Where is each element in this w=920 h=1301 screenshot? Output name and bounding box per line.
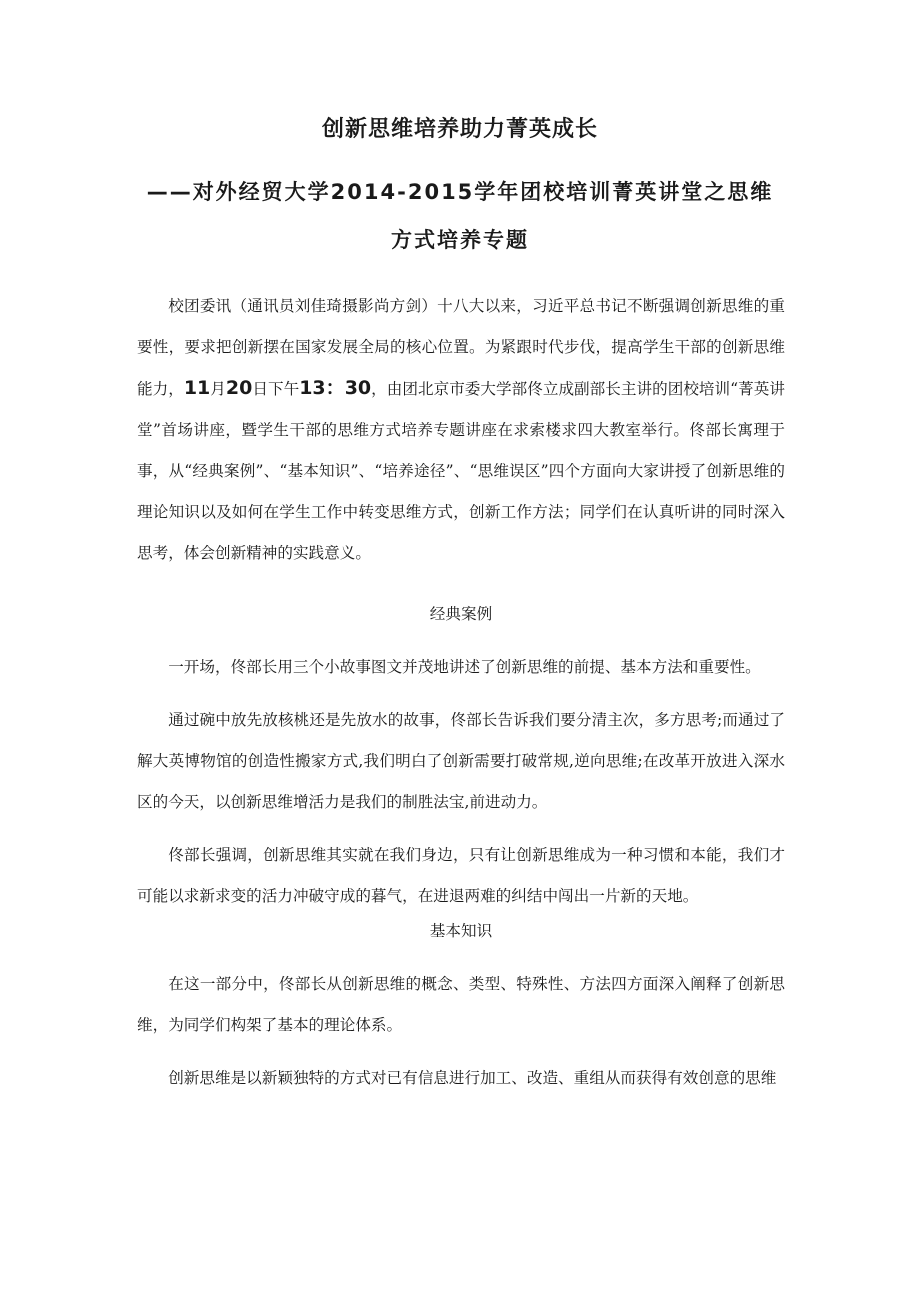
document-body <box>137 286 785 1099</box>
section-heading-classic-cases: 经典案例 <box>429 605 493 623</box>
section-heading-basic-knowledge: 基本知识 <box>429 922 493 940</box>
document-subtitle: ——对外经贸大学2014-2015学年团校培训菁英讲堂之思维方式培养专题 <box>146 180 774 252</box>
intro-colon: ： <box>325 377 345 399</box>
intro-hour: 13 <box>299 377 326 399</box>
intro-month-label: 月 <box>210 380 226 398</box>
intro-minute: 30 <box>344 377 372 399</box>
paragraph-stories: 通过碗中放先放核桃还是先放水的故事，佟部长告诉我们要分清主次，多方思考;而通过了解大英博物馆的创造性搬家方式,我们明白了创新需要打破常规,逆向思维;在改革开放进入深水区的今天，以创新思维增活力是我们的制胜法宝,前进动力。 <box>137 711 785 811</box>
intro-day: 20 <box>225 377 253 399</box>
intro-text-part1: 校团委讯（通讯员刘佳琦摄影尚方剑）十八大以来，习近平总书记不断强调创新思维的重要性，要求把创新摆在国家发展全局的核心位置。为紧跟时代步伐，提高学生干部的创新思维能力， <box>137 297 785 398</box>
paragraph-emphasis: 佟部长强调，创新思维其实就在我们身边，只有让创新思维成为一种习惯和本能，我们才可能以求新求变的活力冲破守成的暮气，在进退两难的纠结中闯出一片新的天地。 <box>137 846 785 905</box>
intro-paragraph <box>137 286 785 574</box>
intro-day-label: 日下午 <box>252 380 300 398</box>
paragraph-definition: 创新思维是以新颖独特的方式对已有信息进行加工、改造、重组从而获得有效创意的思维 <box>168 1069 777 1087</box>
intro-month: 11 <box>183 377 211 399</box>
document-title: 创新思维培养助力菁英成长 <box>321 117 598 142</box>
intro-text-part2: ，由团北京市委大学部佟立成副部长主讲的团校培训“菁英讲堂”首场讲座，暨学生干部的思维方式培养专题讲座在求索楼求四大教室举行。佟部长寓理于事，从“经典案例”、“基本知识”、“培养途径”、“思维误区”四个方面向大家讲授了创新思维的理论知识以及如何在学生工作中转变思维方式，创新工作方法；同学们在认真听讲的同时深入思考，体会创新精神的实践意义。 <box>137 380 785 562</box>
paragraph-opening: 一开场，佟部长用三个小故事图文并茂地讲述了创新思维的前提、基本方法和重要性。 <box>168 658 761 676</box>
paragraph-overview: 在这一部分中，佟部长从创新思维的概念、类型、特殊性、方法四方面深入阐释了创新思维，为同学们构架了基本的理论体系。 <box>137 975 785 1034</box>
